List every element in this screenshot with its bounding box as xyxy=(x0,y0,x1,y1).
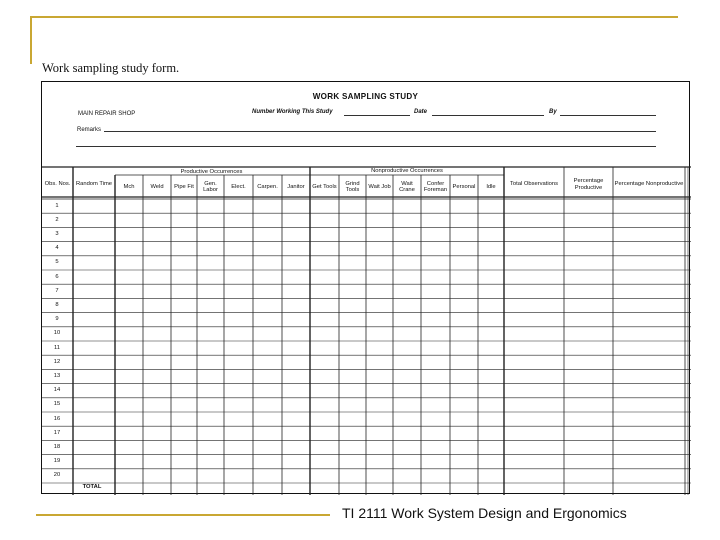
column-header: Grind Tools xyxy=(345,180,360,193)
column-header: Idle xyxy=(486,183,496,190)
footer-title: TI 2111 Work System Design and Ergonomics xyxy=(342,505,627,521)
row-number: 15 xyxy=(53,401,61,408)
row-number: 19 xyxy=(53,458,61,465)
row-number: 7 xyxy=(55,287,59,294)
column-header: Wait Crane xyxy=(399,180,415,193)
group-header-nonproductive: Nonproductive Occurrences xyxy=(371,168,443,174)
row-number: 1 xyxy=(55,202,59,209)
remarks-label: Remarks xyxy=(77,127,102,133)
department-label: MAIN REPAIR SHOP xyxy=(78,111,136,117)
row-number: 14 xyxy=(53,387,61,394)
row-number: 10 xyxy=(53,330,61,337)
column-header: Percentage Productive xyxy=(573,178,604,191)
column-header: Personal xyxy=(452,183,476,190)
figure-caption: Work sampling study form. xyxy=(42,61,180,75)
total-label: TOTAL xyxy=(82,484,102,490)
row-number: 4 xyxy=(55,245,59,252)
column-header: Get Tools xyxy=(312,183,337,190)
column-header: Weld xyxy=(150,183,164,190)
row-number: 16 xyxy=(53,415,61,422)
column-header: Wait Job xyxy=(368,183,391,190)
column-header: Pipe Fit xyxy=(174,183,194,190)
top-accent-line xyxy=(30,16,678,18)
row-number: 6 xyxy=(55,273,59,280)
row-number: 2 xyxy=(55,216,59,223)
form-grid xyxy=(42,82,691,495)
column-header: Mch xyxy=(123,183,135,190)
by-label: By xyxy=(549,109,557,115)
number-working-label: Number Working This Study xyxy=(252,109,333,115)
column-header: Confer Foreman xyxy=(423,180,448,193)
left-accent-line xyxy=(30,16,32,64)
row-number: 12 xyxy=(53,358,61,365)
row-number: 17 xyxy=(53,429,61,436)
date-label: Date xyxy=(414,109,428,115)
bottom-accent-line xyxy=(36,514,330,516)
column-header: Janitor xyxy=(287,183,305,190)
row-number: 5 xyxy=(55,259,59,266)
row-number: 13 xyxy=(53,372,61,379)
column-header: Total Observations xyxy=(509,181,558,188)
row-number: 9 xyxy=(55,316,59,323)
column-header: Gen. Labor xyxy=(203,180,218,193)
column-header: Percentage Nonproductive xyxy=(614,181,684,188)
column-header: Random Time xyxy=(75,181,113,188)
group-header-productive: Productive Occurrences xyxy=(180,169,243,175)
column-header: Obs. Nos. xyxy=(44,181,71,188)
row-number: 20 xyxy=(53,472,61,479)
column-header: Carpen. xyxy=(257,183,278,190)
form-title: WORK SAMPLING STUDY xyxy=(312,91,419,101)
row-number: 18 xyxy=(53,443,61,450)
row-number: 11 xyxy=(53,344,61,351)
row-number: 8 xyxy=(55,301,59,308)
row-number: 3 xyxy=(55,230,59,237)
column-header: Elect. xyxy=(231,183,246,190)
work-sampling-form xyxy=(41,81,690,494)
